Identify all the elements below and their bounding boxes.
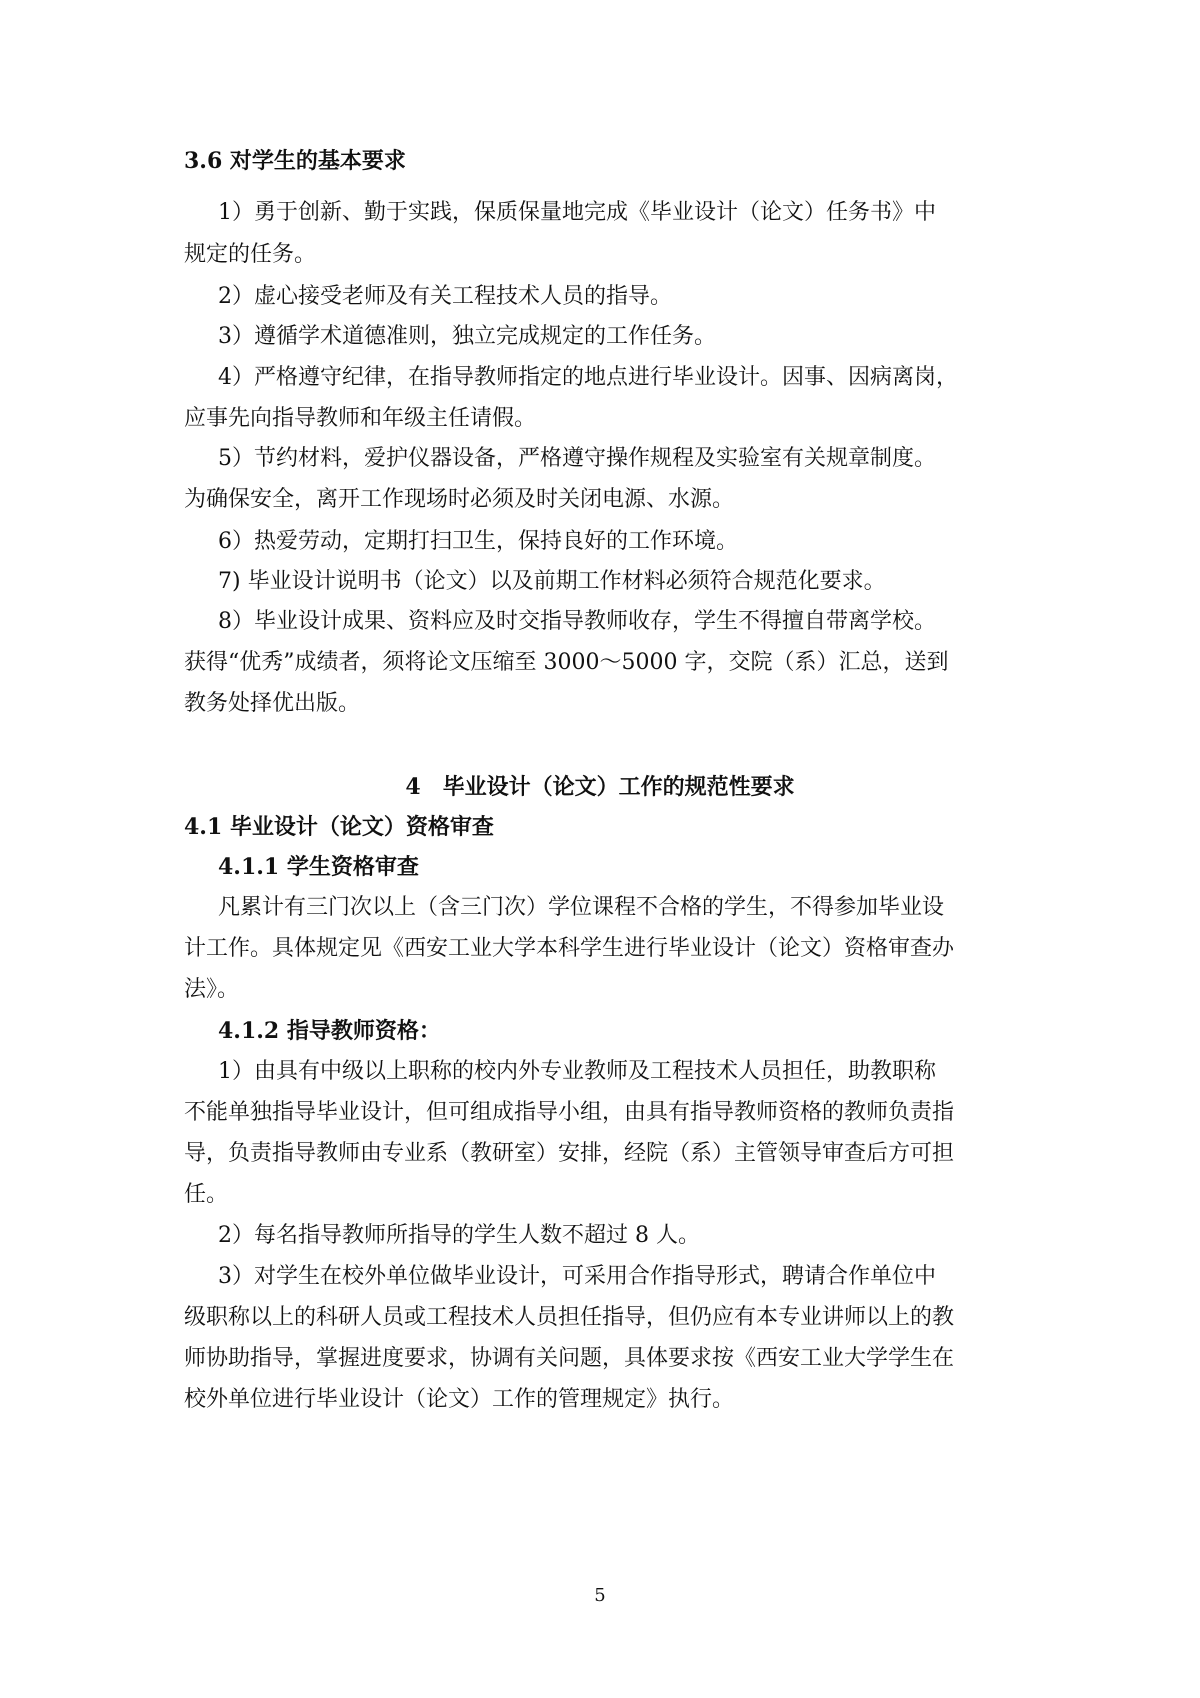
paragraph-line: 教务处择优出版。 bbox=[184, 691, 361, 716]
paragraph-line: 级职称以上的科研人员或工程技术人员担任指导，但仍应有本专业讲师以上的教 bbox=[184, 1305, 955, 1330]
paragraph-line: 8）毕业设计成果、资料应及时交指导教师收存，学生不得擅自带离学校。 bbox=[218, 609, 936, 634]
paragraph-line: 计工作。具体规定见《西安工业大学本科学生进行毕业设计（论文）资格审查办 bbox=[184, 936, 955, 961]
paragraph-line: 不能单独指导毕业设计，但可组成指导小组，由具有指导教师资格的教师负责指 bbox=[184, 1100, 955, 1125]
paragraph-line: 为确保安全，离开工作现场时必须及时关闭电源、水源。 bbox=[184, 487, 735, 512]
chapter-4-title: 4 毕业设计（论文）工作的规范性要求 bbox=[405, 774, 795, 800]
paragraph-line: 3）对学生在校外单位做毕业设计，可采用合作指导形式，聘请合作单位中 bbox=[218, 1264, 936, 1289]
paragraph-line: 1）勇于创新、勤于实践，保质保量地完成《毕业设计（论文）任务书》中 bbox=[218, 200, 936, 225]
page-number: 5 bbox=[594, 1585, 606, 1606]
paragraph-line: 导，负责指导教师由专业系（教研室）安排，经院（系）主管领导审查后方可担 bbox=[184, 1141, 955, 1166]
paragraph-line: 规定的任务。 bbox=[184, 242, 317, 267]
paragraph-line: 获得“优秀”成绩者，须将论文压缩至 3000～5000 字，交院（系）汇总，送到 bbox=[184, 650, 949, 675]
paragraph-line: 2）虚心接受老师及有关工程技术人员的指导。 bbox=[218, 284, 672, 309]
paragraph-line: 7) 毕业设计说明书（论文）以及前期工作材料必须符合规范化要求。 bbox=[218, 569, 886, 594]
paragraph-line: 法》。 bbox=[184, 977, 240, 1002]
section-3-6-heading: 3.6 对学生的基本要求 bbox=[184, 148, 406, 174]
paragraph-line: 1）由具有中级以上职称的校内外专业教师及工程技术人员担任，助教职称 bbox=[218, 1059, 936, 1084]
paragraph-line: 应事先向指导教师和年级主任请假。 bbox=[184, 406, 537, 431]
paragraph-line: 凡累计有三门次以上（含三门次）学位课程不合格的学生，不得参加毕业设 bbox=[218, 895, 945, 920]
paragraph-line: 校外单位进行毕业设计（论文）工作的管理规定》执行。 bbox=[184, 1387, 735, 1412]
paragraph-line: 6）热爱劳动，定期打扫卫生，保持良好的工作环境。 bbox=[218, 529, 738, 554]
paragraph-line: 4）严格遵守纪律，在指导教师指定的地点进行毕业设计。因事、因病离岗， bbox=[218, 365, 958, 390]
subsection-4-1-1-heading: 4.1.1 学生资格审查 bbox=[218, 854, 419, 880]
paragraph-line: 师协助指导，掌握进度要求，协调有关问题，具体要求按《西安工业大学学生在 bbox=[184, 1346, 955, 1371]
paragraph-line: 5）节约材料，爱护仪器设备，严格遵守操作规程及实验室有关规章制度。 bbox=[218, 446, 936, 471]
subsection-4-1-2-heading: 4.1.2 指导教师资格： bbox=[218, 1018, 441, 1044]
paragraph-line: 3）遵循学术道德准则，独立完成规定的工作任务。 bbox=[218, 324, 716, 349]
paragraph-line: 2）每名指导教师所指导的学生人数不超过 8 人。 bbox=[218, 1223, 700, 1248]
paragraph-line: 任。 bbox=[184, 1182, 229, 1207]
section-4-1-heading: 4.1 毕业设计（论文）资格审查 bbox=[184, 814, 494, 840]
